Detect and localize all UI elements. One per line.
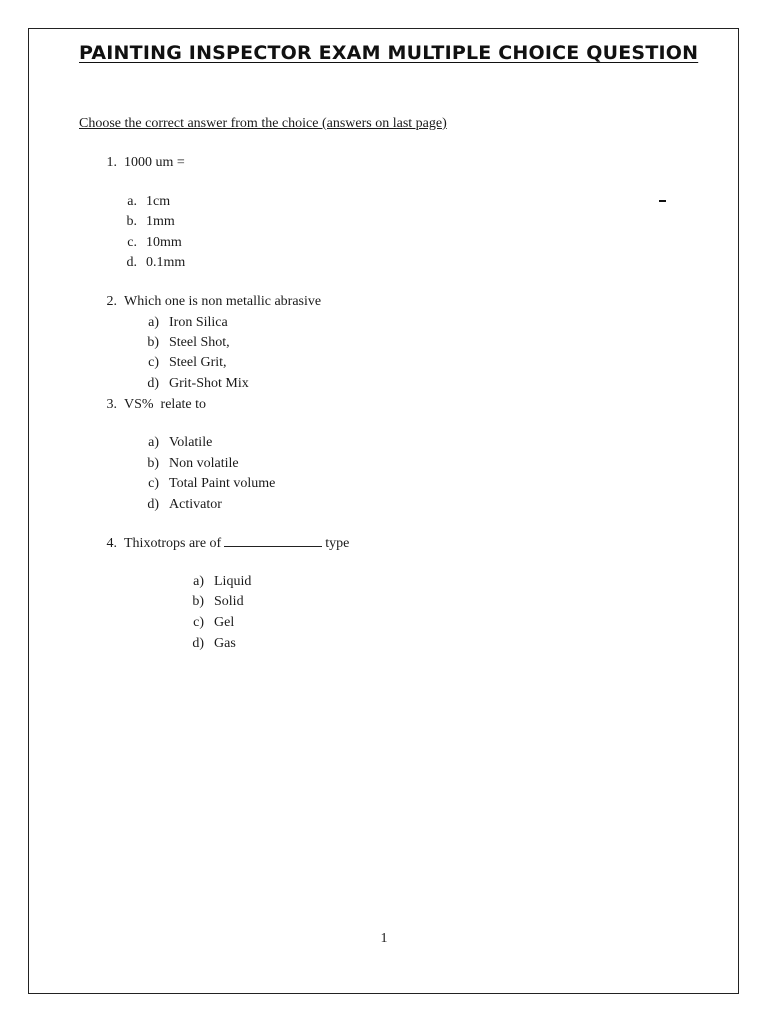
option-text: Activator (169, 497, 222, 512)
option-label: c) (148, 476, 159, 491)
page-title: PAINTING INSPECTOR EXAM MULTIPLE CHOICE QUESTION (79, 42, 699, 64)
option-label: a) (193, 574, 204, 589)
option-label: b. (126, 214, 137, 229)
option-label: a) (148, 315, 159, 330)
option-label: b) (147, 335, 159, 350)
option-text: Non volatile (169, 456, 239, 471)
option-text: Steel Grit, (169, 355, 227, 370)
option-text: Liquid (214, 574, 252, 589)
option-text: Iron Silica (169, 315, 228, 330)
option-text: Volatile (169, 435, 213, 450)
option-label: b) (192, 594, 204, 609)
option-text: 1cm (146, 194, 171, 209)
option-text: 0.1mm (146, 255, 186, 270)
answer-blank (224, 545, 322, 547)
page-border (28, 28, 739, 994)
option-text: Grit-Shot Mix (169, 376, 249, 391)
question-text-before-blank: Thixotrops are of (124, 536, 222, 551)
option-text: Gas (214, 636, 236, 651)
option-text: Solid (214, 594, 244, 609)
option-label: c. (127, 235, 137, 250)
question-text: Which one is non metallic abrasive (124, 294, 322, 309)
option-label: d) (192, 636, 204, 651)
option-text: 1mm (146, 214, 175, 229)
option-label: c) (193, 615, 204, 630)
page-number: 1 (380, 931, 388, 946)
option-label: d. (126, 255, 137, 270)
option-label: b) (147, 456, 159, 471)
question-text: VS% relate to (124, 397, 207, 412)
question-number: 1. (106, 155, 117, 170)
question-text (124, 537, 349, 551)
option-label: d) (147, 376, 159, 391)
instruction-text: Choose the correct answer from the choice (answers on last page) (79, 116, 447, 131)
question-number: 4. (106, 536, 117, 551)
dash-mark (659, 200, 666, 202)
option-text: Gel (214, 615, 235, 630)
question-text: 1000 um = (124, 155, 185, 170)
option-label: a. (127, 194, 137, 209)
option-text: 10mm (146, 235, 182, 250)
option-text: Steel Shot, (169, 335, 230, 350)
option-label: d) (147, 497, 159, 512)
question-text-after-blank: type (325, 536, 350, 551)
option-text: Total Paint volume (169, 476, 276, 491)
option-label: a) (148, 435, 159, 450)
question-number: 3. (106, 397, 117, 412)
question-number: 2. (106, 294, 117, 309)
option-label: c) (148, 355, 159, 370)
